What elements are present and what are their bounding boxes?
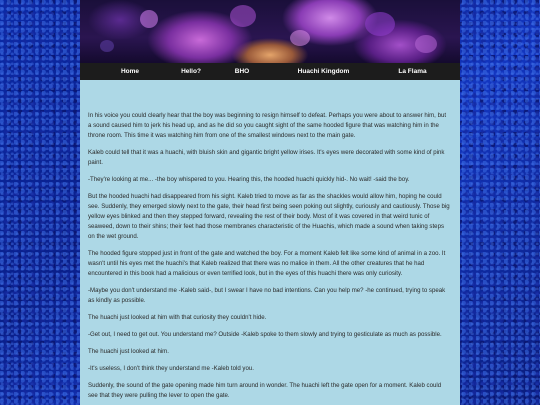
nav-item-hello[interactable]: Hello? (181, 68, 201, 75)
story-paragraph: -Get out, I need to get out. You understand me? Outside -Kaleb spoke to them slowly and trying to gesticulate as much as possible. (88, 331, 442, 338)
story-paragraph: The huachi just looked at him with that curiosity they couldn't hide. (88, 314, 267, 321)
nav-item-home[interactable]: Home (120, 68, 140, 75)
nav-item-bho[interactable]: BHO (234, 68, 250, 75)
story-paragraph: Kaleb could tell that it was a huachi, with bluish skin and gigantic bright yellow irises. It's eyes were decorated with some kind of pink paint. (88, 149, 445, 166)
story-paragraph: -Maybe you don't understand me -Kaleb said-, but I swear I have no bad intentions. Can you help me? -he continued, trying to speak as kindly as possible. (88, 287, 446, 304)
story-paragraph: -They're looking at me... -the boy whispered to you. Hearing this, the hooded huachi quickly hid-. No wait! -said the boy. (88, 176, 410, 183)
story-paragraph: -It's useless, I don't think they understand me -Kaleb told you. (88, 365, 254, 372)
story-paragraph: Suddenly, the sound of the gate opening made him turn around in wonder. The huachi left the gate open for a moment. Kaleb could see that they were pulling the lever to open the gate. (88, 382, 442, 399)
page-wrapper (80, 0, 460, 405)
nav-item-la-flama[interactable]: La Flama (398, 68, 427, 75)
story-paragraph: But the hooded huachi had disappeared from his sight. Kaleb tried to move as far as the shackles would allow him, hoping he could see. Suddenly, they emerged slowly next to the gate, their head first being seen poking out slightly, curiously and cautiously. Those big yellow eyes blinked and then they stepped forward, revealing the rest of their body. Most of it was covered in that weird tunic of seaweed, down to their shins; their feet had those membranes characteristic of the Huachis, which made a sound when taking steps on the wet ground. (88, 193, 450, 240)
story-paragraph: The huachi just looked at him. (88, 348, 169, 355)
story-paragraph: In his voice you could clearly hear that the boy was beginning to resign himself to defeat. Perhaps you were about to answer him, but a sound caused him to jerk his head up, and as he did so you caught sight of the same hooded figure that was watching him in the throne room. This time it was watching him from one of the smallest windows next to the main gate. (88, 112, 447, 139)
main-navigation (80, 63, 460, 80)
story-text (88, 111, 451, 405)
story-paragraph: The hooded figure stopped just in front of the gate and watched the boy. For a moment Kaleb felt like some kind of animal in a zoo. It wasn't until his eyes met the huachi's that Kaleb realized that there was no malice in them. All the other creatures that he had encountered in this book had a malicious or even terrified look, but in the eyes of this huachi there was only curiosity. (88, 250, 446, 277)
nav-item-huachi-kingdom[interactable]: Huachi Kingdom (297, 68, 350, 75)
header-banner-image (80, 0, 460, 63)
story-content-area (80, 80, 460, 405)
